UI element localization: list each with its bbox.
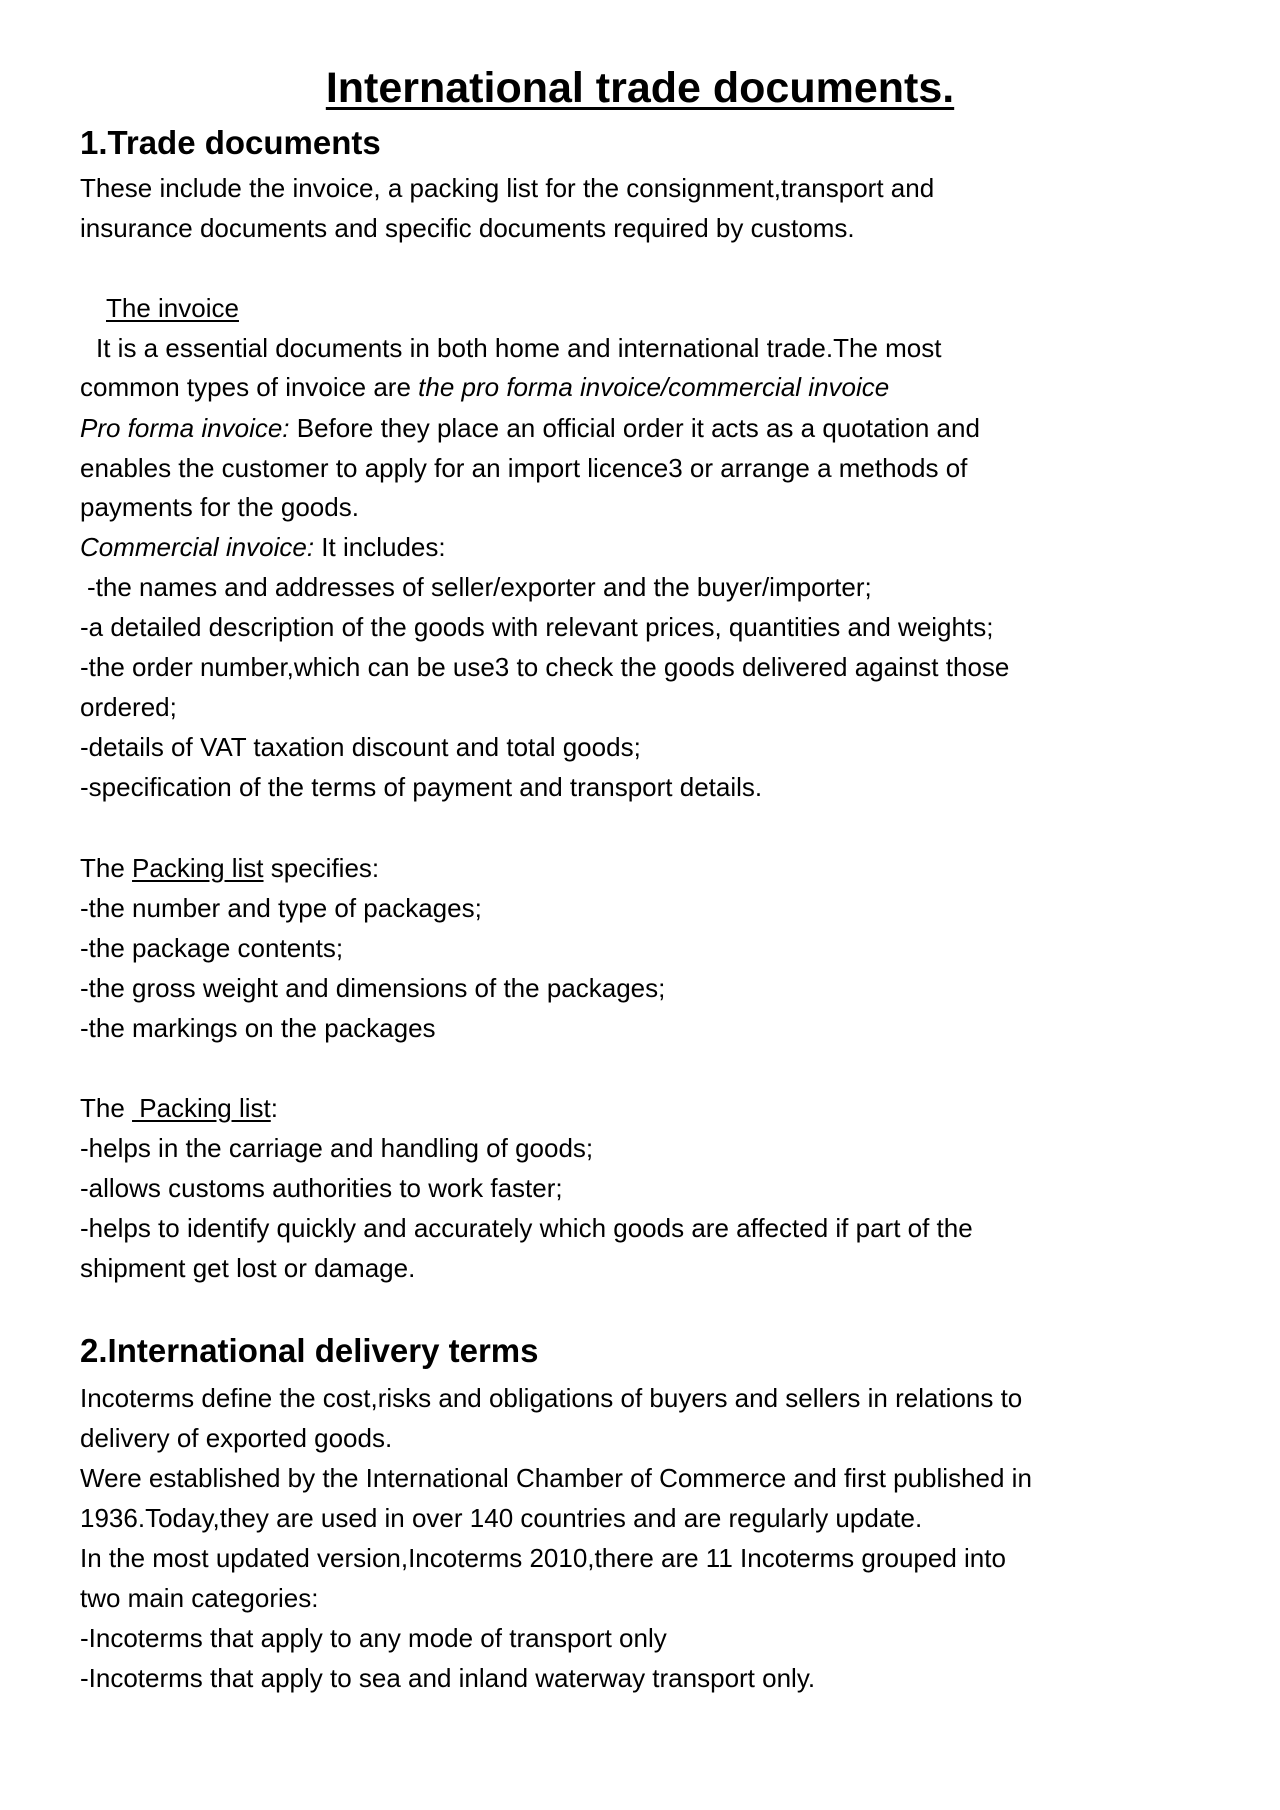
commercial-text: It includes: (314, 532, 446, 562)
invoice-heading (106, 291, 239, 325)
paragraph-line: enables the customer to apply for an import licence3 or arrange a methods of (80, 453, 968, 483)
paragraph-line: Were established by the International Chamber of Commerce and first published in (80, 1463, 1032, 1493)
paragraph-line: 1936.Today,they are used in over 140 countries and are regularly update. (80, 1503, 923, 1533)
list-item: -the markings on the packages (80, 1013, 436, 1043)
list-item: -a detailed description of the goods with relevant prices, quantities and weights; (80, 612, 994, 642)
invoice-heading-text: The invoice (106, 293, 239, 323)
packing-prefix: The (80, 853, 133, 883)
paragraph-line: two main categories: (80, 1583, 319, 1613)
proforma-label: Pro forma invoice: (80, 413, 290, 443)
packing-list-term: Packing list (132, 853, 264, 883)
packing-list-benefits-intro (80, 1091, 278, 1125)
invoice-types-italic: the pro forma invoice/commercial invoice (418, 372, 890, 402)
list-item: ordered; (80, 692, 177, 722)
list-item: -allows customs authorities to work faster; (80, 1173, 563, 1203)
packing-prefix: The (80, 1093, 133, 1123)
list-item: -the gross weight and dimensions of the packages; (80, 973, 666, 1003)
list-item: -Incoterms that apply to sea and inland waterway transport only. (80, 1663, 816, 1693)
packing-list-intro (80, 851, 379, 885)
proforma-text: Before they place an official order it acts as a quotation and (289, 413, 980, 443)
paragraph-line: Incoterms define the cost,risks and obligations of buyers and sellers in relations to (80, 1383, 1023, 1413)
packing-suffix: : (270, 1093, 278, 1123)
list-item: -Incoterms that apply to any mode of transport only (80, 1623, 667, 1653)
commercial-definition (80, 530, 446, 564)
list-item: -helps in the carriage and handling of goods; (80, 1133, 594, 1163)
invoice-types-text: common types of invoice are (80, 372, 419, 402)
list-item: -helps to identify quickly and accurately which goods are affected if part of the (80, 1213, 973, 1243)
paragraph-line: These include the invoice, a packing list for the consignment,transport and (80, 173, 935, 203)
commercial-label: Commercial invoice: (80, 532, 315, 562)
paragraph-line: insurance documents and specific documents required by customs. (80, 213, 855, 243)
list-item: -specification of the terms of payment and transport details. (80, 772, 763, 802)
page-title (0, 62, 1280, 114)
list-item: -the number and type of packages; (80, 893, 482, 923)
paragraph-line: It is a essential documents in both home and international trade.The most (96, 333, 942, 363)
section-heading-trade-documents: 1.Trade documents (80, 124, 381, 161)
list-item: -details of VAT taxation discount and total goods; (80, 732, 641, 762)
paragraph-line (80, 370, 889, 404)
list-item: shipment get lost or damage. (80, 1253, 416, 1283)
proforma-definition (80, 411, 980, 445)
list-item: -the order number,which can be use3 to check the goods delivered against those (80, 652, 1010, 682)
section-heading-delivery-terms: 2.International delivery terms (80, 1332, 539, 1369)
packing-suffix: specifies: (263, 853, 380, 883)
list-item: -the package contents; (80, 933, 344, 963)
paragraph-line: payments for the goods. (80, 492, 359, 522)
paragraph-line: In the most updated version,Incoterms 2010,there are 11 Incoterms grouped into (80, 1543, 1006, 1573)
list-item: -the names and addresses of seller/exporter and the buyer/importer; (87, 572, 872, 602)
paragraph-line: delivery of exported goods. (80, 1423, 393, 1453)
page-title-text: International trade documents. (325, 64, 955, 112)
packing-list-term: Packing list (132, 1093, 271, 1123)
